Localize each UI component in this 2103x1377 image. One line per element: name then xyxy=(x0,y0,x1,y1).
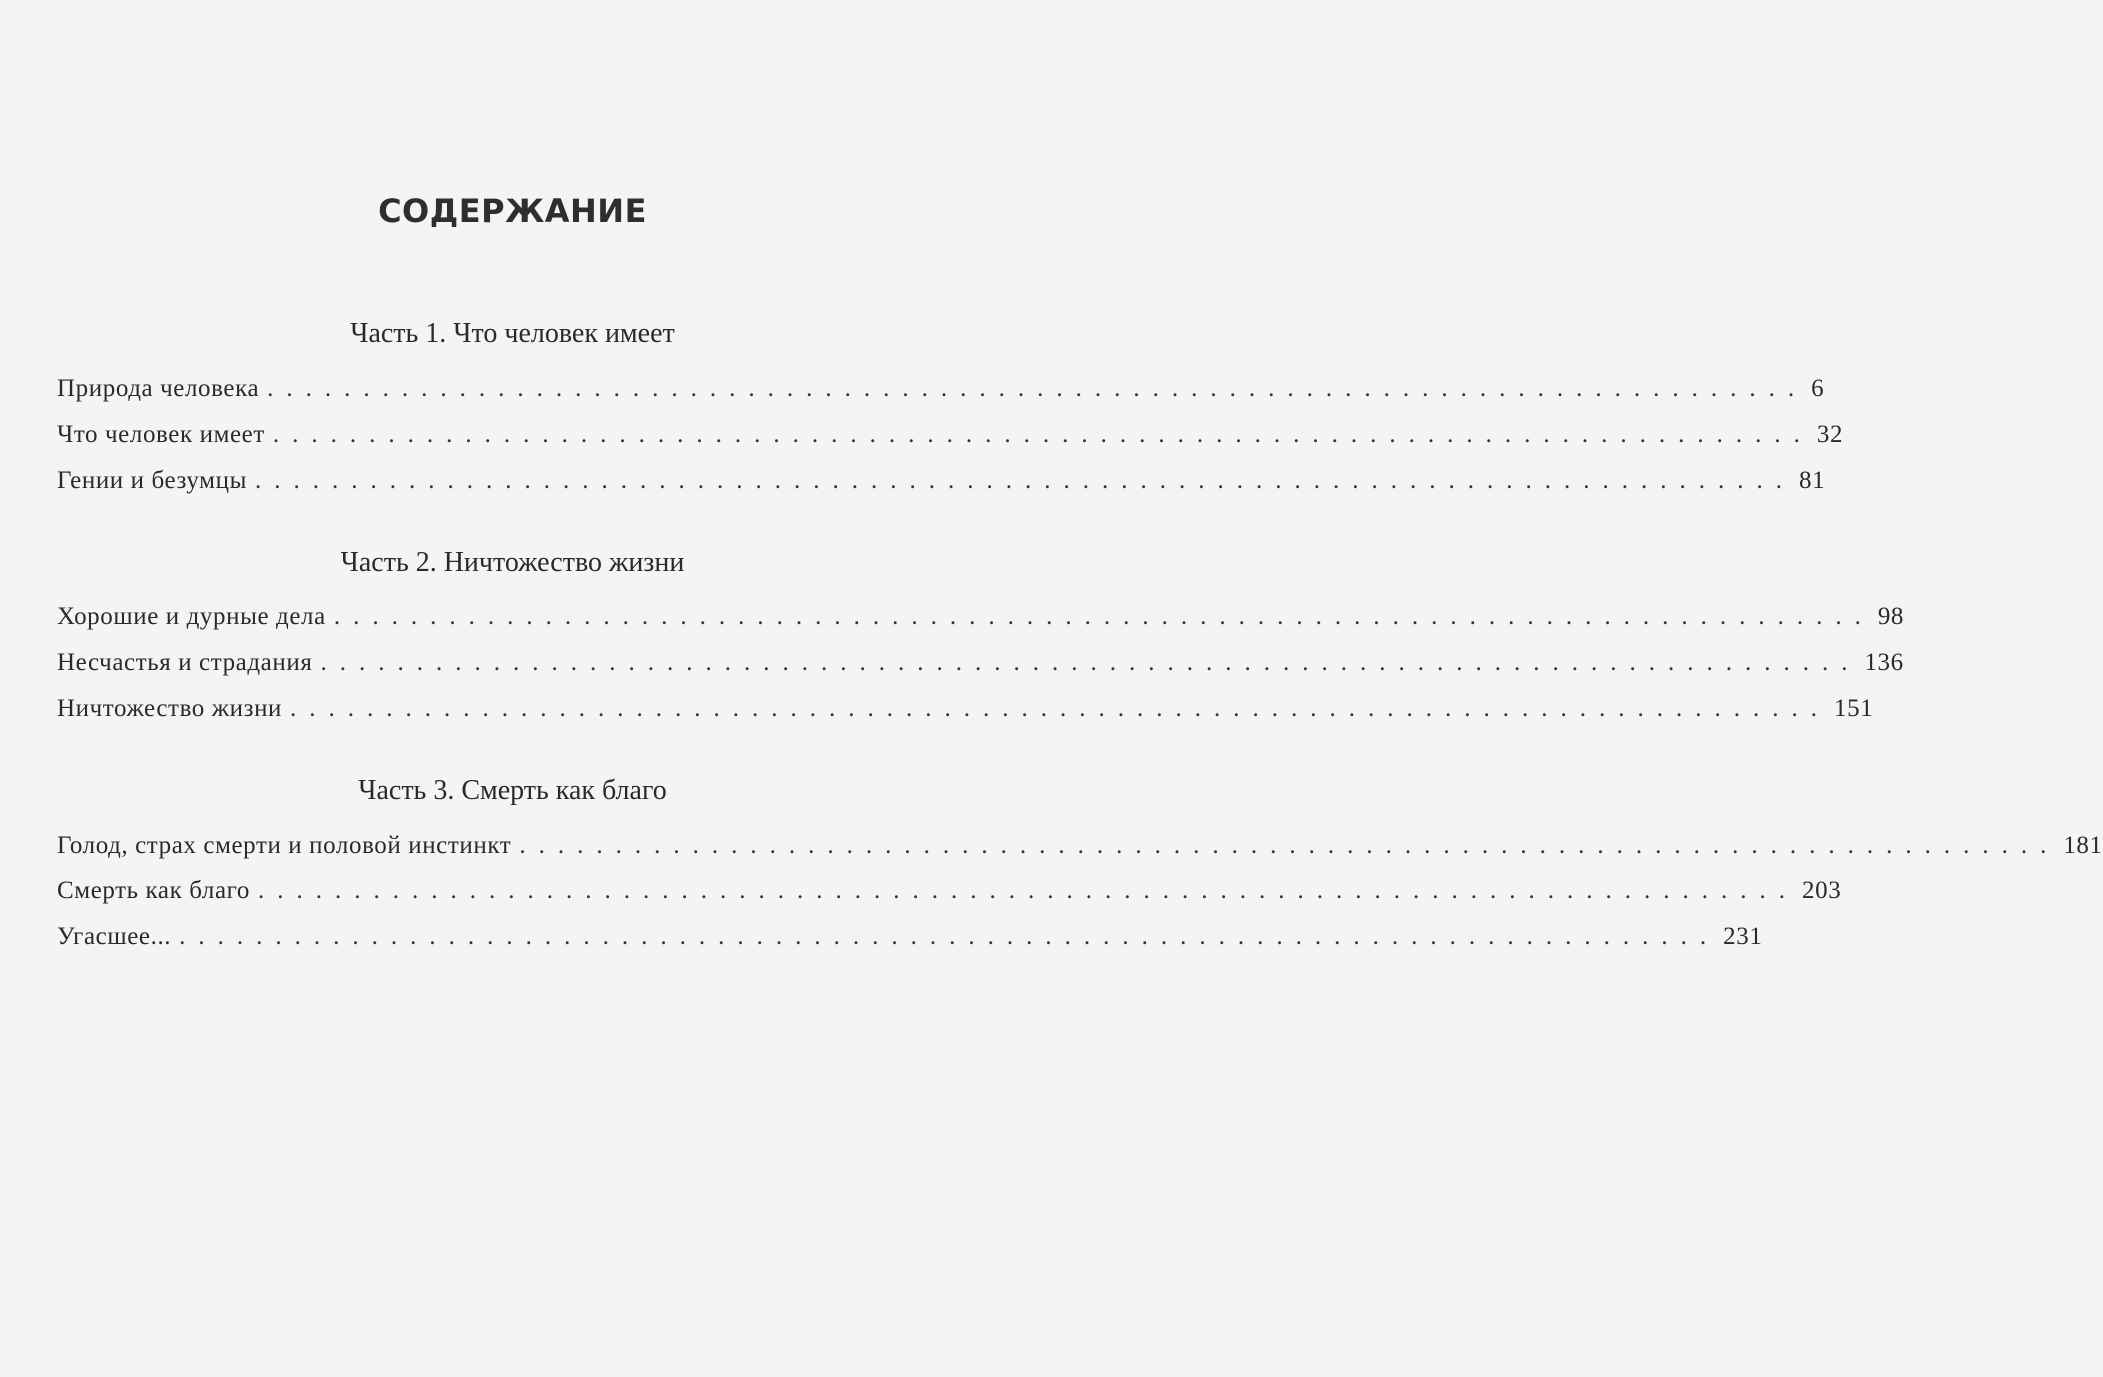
part-heading: Часть 1. Что человек имеет xyxy=(350,318,675,349)
page-number: 203 xyxy=(1802,877,1842,904)
part-heading: Часть 3. Смерть как благо xyxy=(358,775,667,806)
toc-entry xyxy=(57,421,1844,449)
dot-leader: ................................................................................ xyxy=(272,421,1813,448)
toc-entry xyxy=(57,832,2103,860)
dot-leader: ................................................................................ xyxy=(254,467,1795,494)
page-number: 231 xyxy=(1723,923,1763,950)
entry-title: Угасшее... xyxy=(57,923,172,950)
dot-leader: ................................................................................ xyxy=(333,603,1874,630)
entry-title: Природа человека xyxy=(57,375,260,402)
toc-entry xyxy=(57,923,1763,951)
dot-leader: ................................................................................ xyxy=(258,877,1798,904)
toc-entry xyxy=(57,603,1905,631)
dot-leader: ................................................................................ xyxy=(290,695,1831,722)
dot-leader: ................................................................................ xyxy=(267,375,1808,402)
entry-title: Смерть как благо xyxy=(57,877,250,904)
page-number: 136 xyxy=(1864,649,1904,676)
entry-title: Ничтожество жизни xyxy=(57,695,283,722)
part-heading: Часть 2. Ничтожество жизни xyxy=(340,547,685,578)
entry-title: Гении и безумцы xyxy=(57,467,247,494)
toc-entry xyxy=(57,649,1904,677)
page-number: 181 xyxy=(2063,832,2103,859)
dot-leader: ................................................................................ xyxy=(179,923,1720,950)
page-number: 6 xyxy=(1811,375,1825,402)
toc-entry xyxy=(57,467,1826,495)
toc-entry xyxy=(57,375,1825,403)
page-number: 98 xyxy=(1877,603,1905,630)
entry-title: Голод, страх смерти и половой инстинкт xyxy=(57,832,512,859)
page-number: 32 xyxy=(1816,421,1844,448)
toc-entry xyxy=(57,877,1842,905)
dot-leader: ................................................................................ xyxy=(320,649,1861,676)
entry-title: Хорошие и дурные дела xyxy=(57,603,326,630)
dot-leader: ................................................................................ xyxy=(519,832,2060,859)
entry-title: Несчастья и страдания xyxy=(57,649,313,676)
page-number: 81 xyxy=(1798,467,1826,494)
page-number: 151 xyxy=(1834,695,1874,722)
toc-entry xyxy=(57,695,1874,723)
entry-title: Что человек имеет xyxy=(57,421,265,448)
page-title: СОДЕРЖАНИЕ xyxy=(378,192,647,230)
